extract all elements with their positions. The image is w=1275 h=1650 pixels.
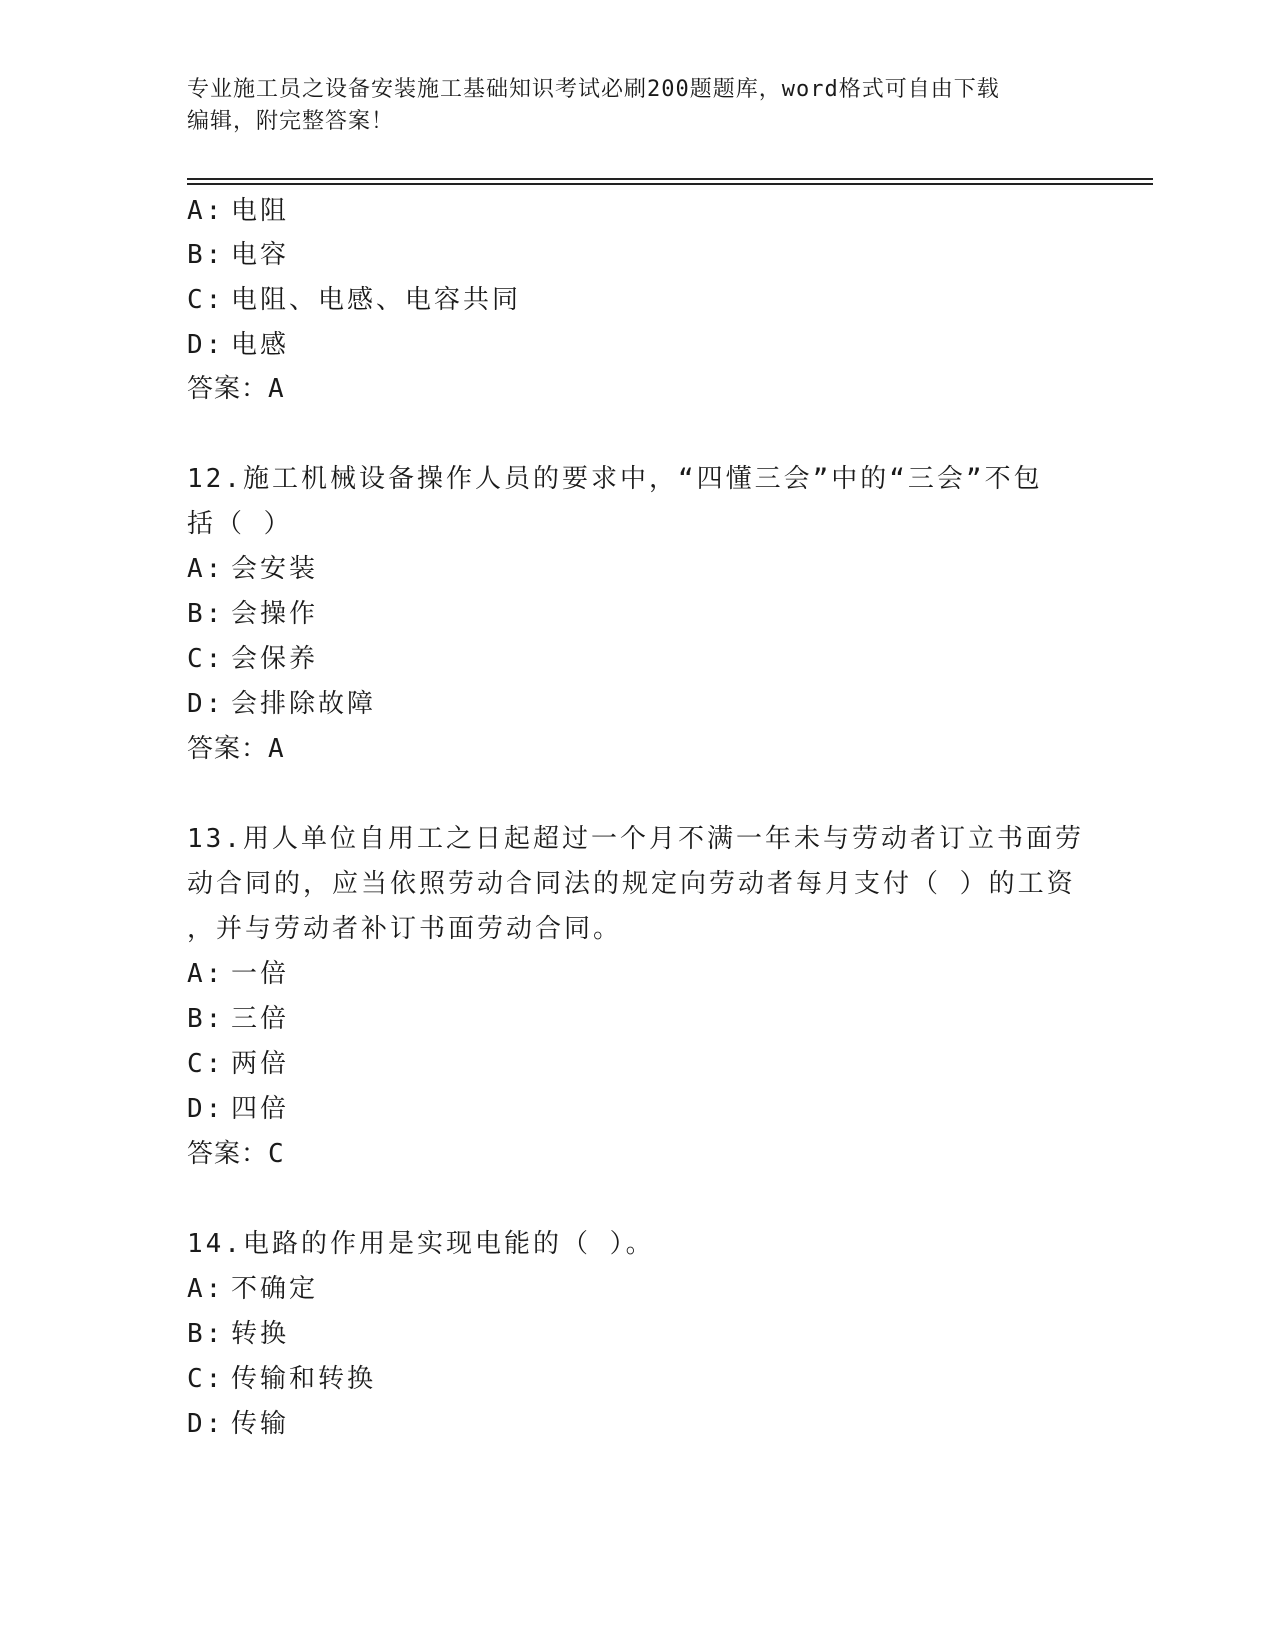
- document-header: [187, 74, 1067, 138]
- header-line-1: 专业施工员之设备安装施工基础知识考试必刷200题题库，word格式可自由下载: [187, 77, 1000, 102]
- q13-option-a: A: 一倍: [187, 959, 290, 989]
- q11-option-b: B: 电容: [187, 240, 290, 270]
- q13-answer: 答案：C: [187, 1139, 285, 1169]
- q12-answer: 答案：A: [187, 734, 285, 764]
- q12-option-c: C: 会保养: [187, 644, 319, 674]
- header-divider-bottom: [187, 183, 1153, 185]
- q13-stem-line-2: 动合同的，应当依照劳动合同法的规定向劳动者每月支付（ ）的工资: [187, 869, 1076, 899]
- q12-stem-line-1: 12.施工机械设备操作人员的要求中，“四懂三会”中的“三会”不包: [187, 464, 1043, 494]
- q13-option-d: D: 四倍: [187, 1094, 290, 1124]
- q14-stem-line-1: 14.电路的作用是实现电能的（ ）。: [187, 1229, 655, 1259]
- q14-option-c: C: 传输和转换: [187, 1364, 377, 1394]
- q13-stem-line-3: ，并与劳动者补订书面劳动合同。: [187, 914, 623, 944]
- header-line-2: 编辑，附完整答案！: [187, 109, 395, 134]
- q13-option-b: B: 三倍: [187, 1004, 290, 1034]
- q11-option-a: A: 电阻: [187, 196, 290, 226]
- q12-option-b: B: 会操作: [187, 599, 319, 629]
- q13-option-c: C: 两倍: [187, 1049, 290, 1079]
- q11-option-d: D: 电感: [187, 330, 290, 360]
- q14-option-a: A: 不确定: [187, 1274, 319, 1304]
- q11-answer: 答案：A: [187, 374, 285, 404]
- header-divider-top: [187, 178, 1153, 180]
- q14-option-b: B: 转换: [187, 1319, 290, 1349]
- q11-option-c: C: 电阻、电感、电容共同: [187, 285, 522, 315]
- q14-option-d: D: 传输: [187, 1409, 290, 1439]
- q13-stem-line-1: 13.用人单位自用工之日起超过一个月不满一年未与劳动者订立书面劳: [187, 824, 1084, 854]
- q12-stem-line-2: 括（ ）: [187, 509, 293, 539]
- q12-option-a: A: 会安装: [187, 554, 319, 584]
- q12-option-d: D: 会排除故障: [187, 689, 377, 719]
